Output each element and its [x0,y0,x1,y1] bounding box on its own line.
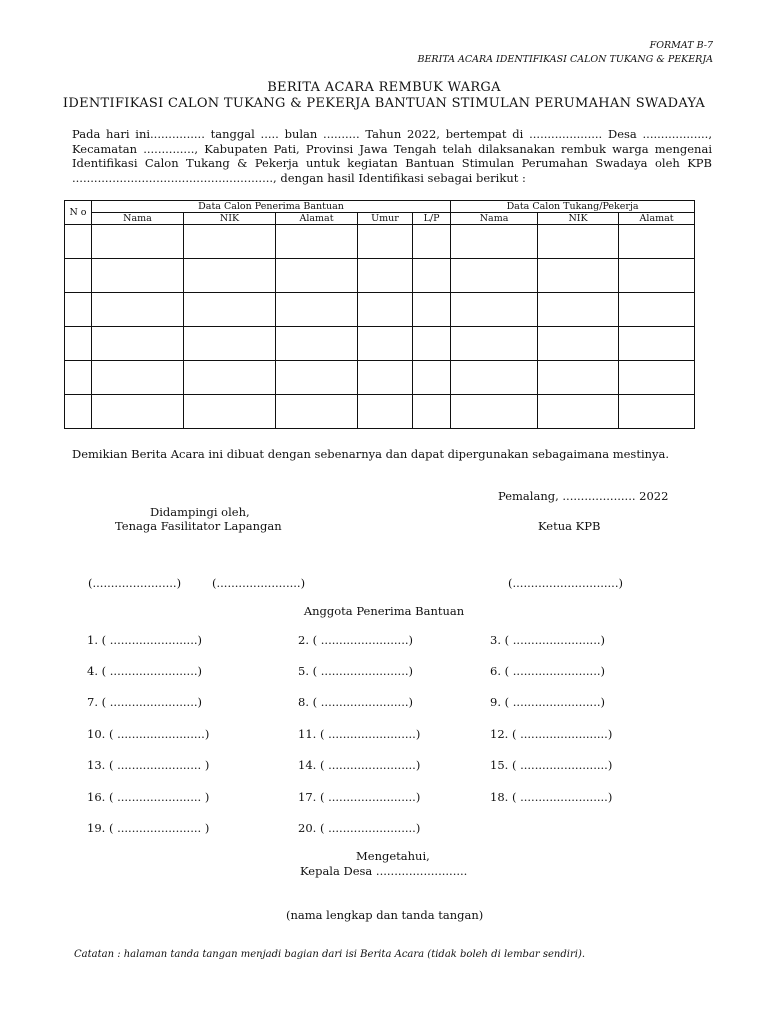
facilitator-signature-2: (.......................) [212,576,306,590]
col-lp: L/P [413,213,451,225]
member-signature: 1. ( ........................) [87,633,202,647]
col-nama: Nama [92,213,184,225]
member-signature: 12. ( ........................) [490,727,613,741]
member-signature: 19. ( ....................... ) [87,821,210,835]
table-header-row [65,201,695,213]
member-signature: 3. ( ........................) [490,633,605,647]
member-signature: 20. ( ........................) [298,821,421,835]
table-row [65,327,695,361]
table-subheader-row [65,213,695,225]
col-alamat: Alamat [276,213,358,225]
col-alamat-worker: Alamat [619,213,695,225]
acknowledged-label: Mengetahui, [356,849,430,863]
member-signature: 14. ( ........................) [298,758,421,772]
member-signature: 11. ( ........................) [298,727,421,741]
members-title: Anggota Penerima Bantuan [303,604,465,618]
footnote: Catatan : halaman tanda tangan menjadi bagian dari isi Berita Acara (tidak boleh di lembar sendiri). [74,949,586,960]
accompanied-by-label: Didampingi oleh, [150,505,250,519]
header-subtitle: BERITA ACARA IDENTIFIKASI CALON TUKANG & PEKERJA [417,54,713,65]
place-date: Pemalang, .................... 2022 [498,489,669,503]
member-signature: 15. ( ........................) [490,758,613,772]
village-head-name-note: (nama lengkap dan tanda tangan) [286,908,484,922]
kpb-chair-signature: (.............................) [508,576,623,590]
closing-paragraph: Demikian Berita Acara ini dibuat dengan sebenarnya dan dapat dipergunakan sebagaimana mestinya. [72,447,670,461]
member-signature: 6. ( ........................) [490,664,605,678]
member-signature: 5. ( ........................) [298,664,413,678]
format-code: FORMAT B-7 [649,40,713,51]
member-signature: 13. ( ....................... ) [87,758,210,772]
table-row [65,225,695,259]
document-title: BERITA ACARA REMBUK WARGA [267,80,501,95]
member-signature: 17. ( ........................) [298,790,421,804]
facilitator-label: Tenaga Fasilitator Lapangan [115,519,282,533]
table-row [65,395,695,429]
kpb-chair-label: Ketua KPB [538,519,601,533]
table-row [65,361,695,395]
member-signature: 8. ( ........................) [298,695,413,709]
group-worker: Data Calon Tukang/Pekerja [451,201,695,213]
col-nik: NIK [184,213,276,225]
village-head-label: Kepala Desa ......................... [300,864,468,878]
member-signature: 10. ( ........................) [87,727,210,741]
document-subtitle: IDENTIFIKASI CALON TUKANG & PEKERJA BANTUAN STIMULAN PERUMAHAN SWADAYA [62,96,706,111]
member-signature: 18. ( ........................) [490,790,613,804]
member-signature: 16. ( ....................... ) [87,790,210,804]
group-recipient: Data Calon Penerima Bantuan [92,201,451,213]
table-row [65,293,695,327]
intro-paragraph: Pada hari ini............... tanggal ..... bulan .......... Tahun 2022, bertempat di .................... Desa .................., Kecamatan .............., Kabupaten Pati, Provinsi Jawa Tengah telah dilaksanakan rembuk warga mengenai Identifikasi Calon Tukang & Pekerja untuk kegiatan Bantuan Stimulan Perumahan Swadaya oleh KPB ......................................................., dengan hasil Identifikasi sebagai berikut : [72,127,712,185]
col-nik-worker: NIK [538,213,619,225]
member-signature: 4. ( ........................) [87,664,202,678]
col-no: N o [65,201,92,225]
col-umur: Umur [358,213,413,225]
table-row [65,259,695,293]
facilitator-signature-1: (.......................) [88,576,182,590]
member-signature: 7. ( ........................) [87,695,202,709]
col-nama-worker: Nama [451,213,538,225]
member-signature: 2. ( ........................) [298,633,413,647]
member-signature: 9. ( ........................) [490,695,605,709]
identification-table [64,200,695,429]
